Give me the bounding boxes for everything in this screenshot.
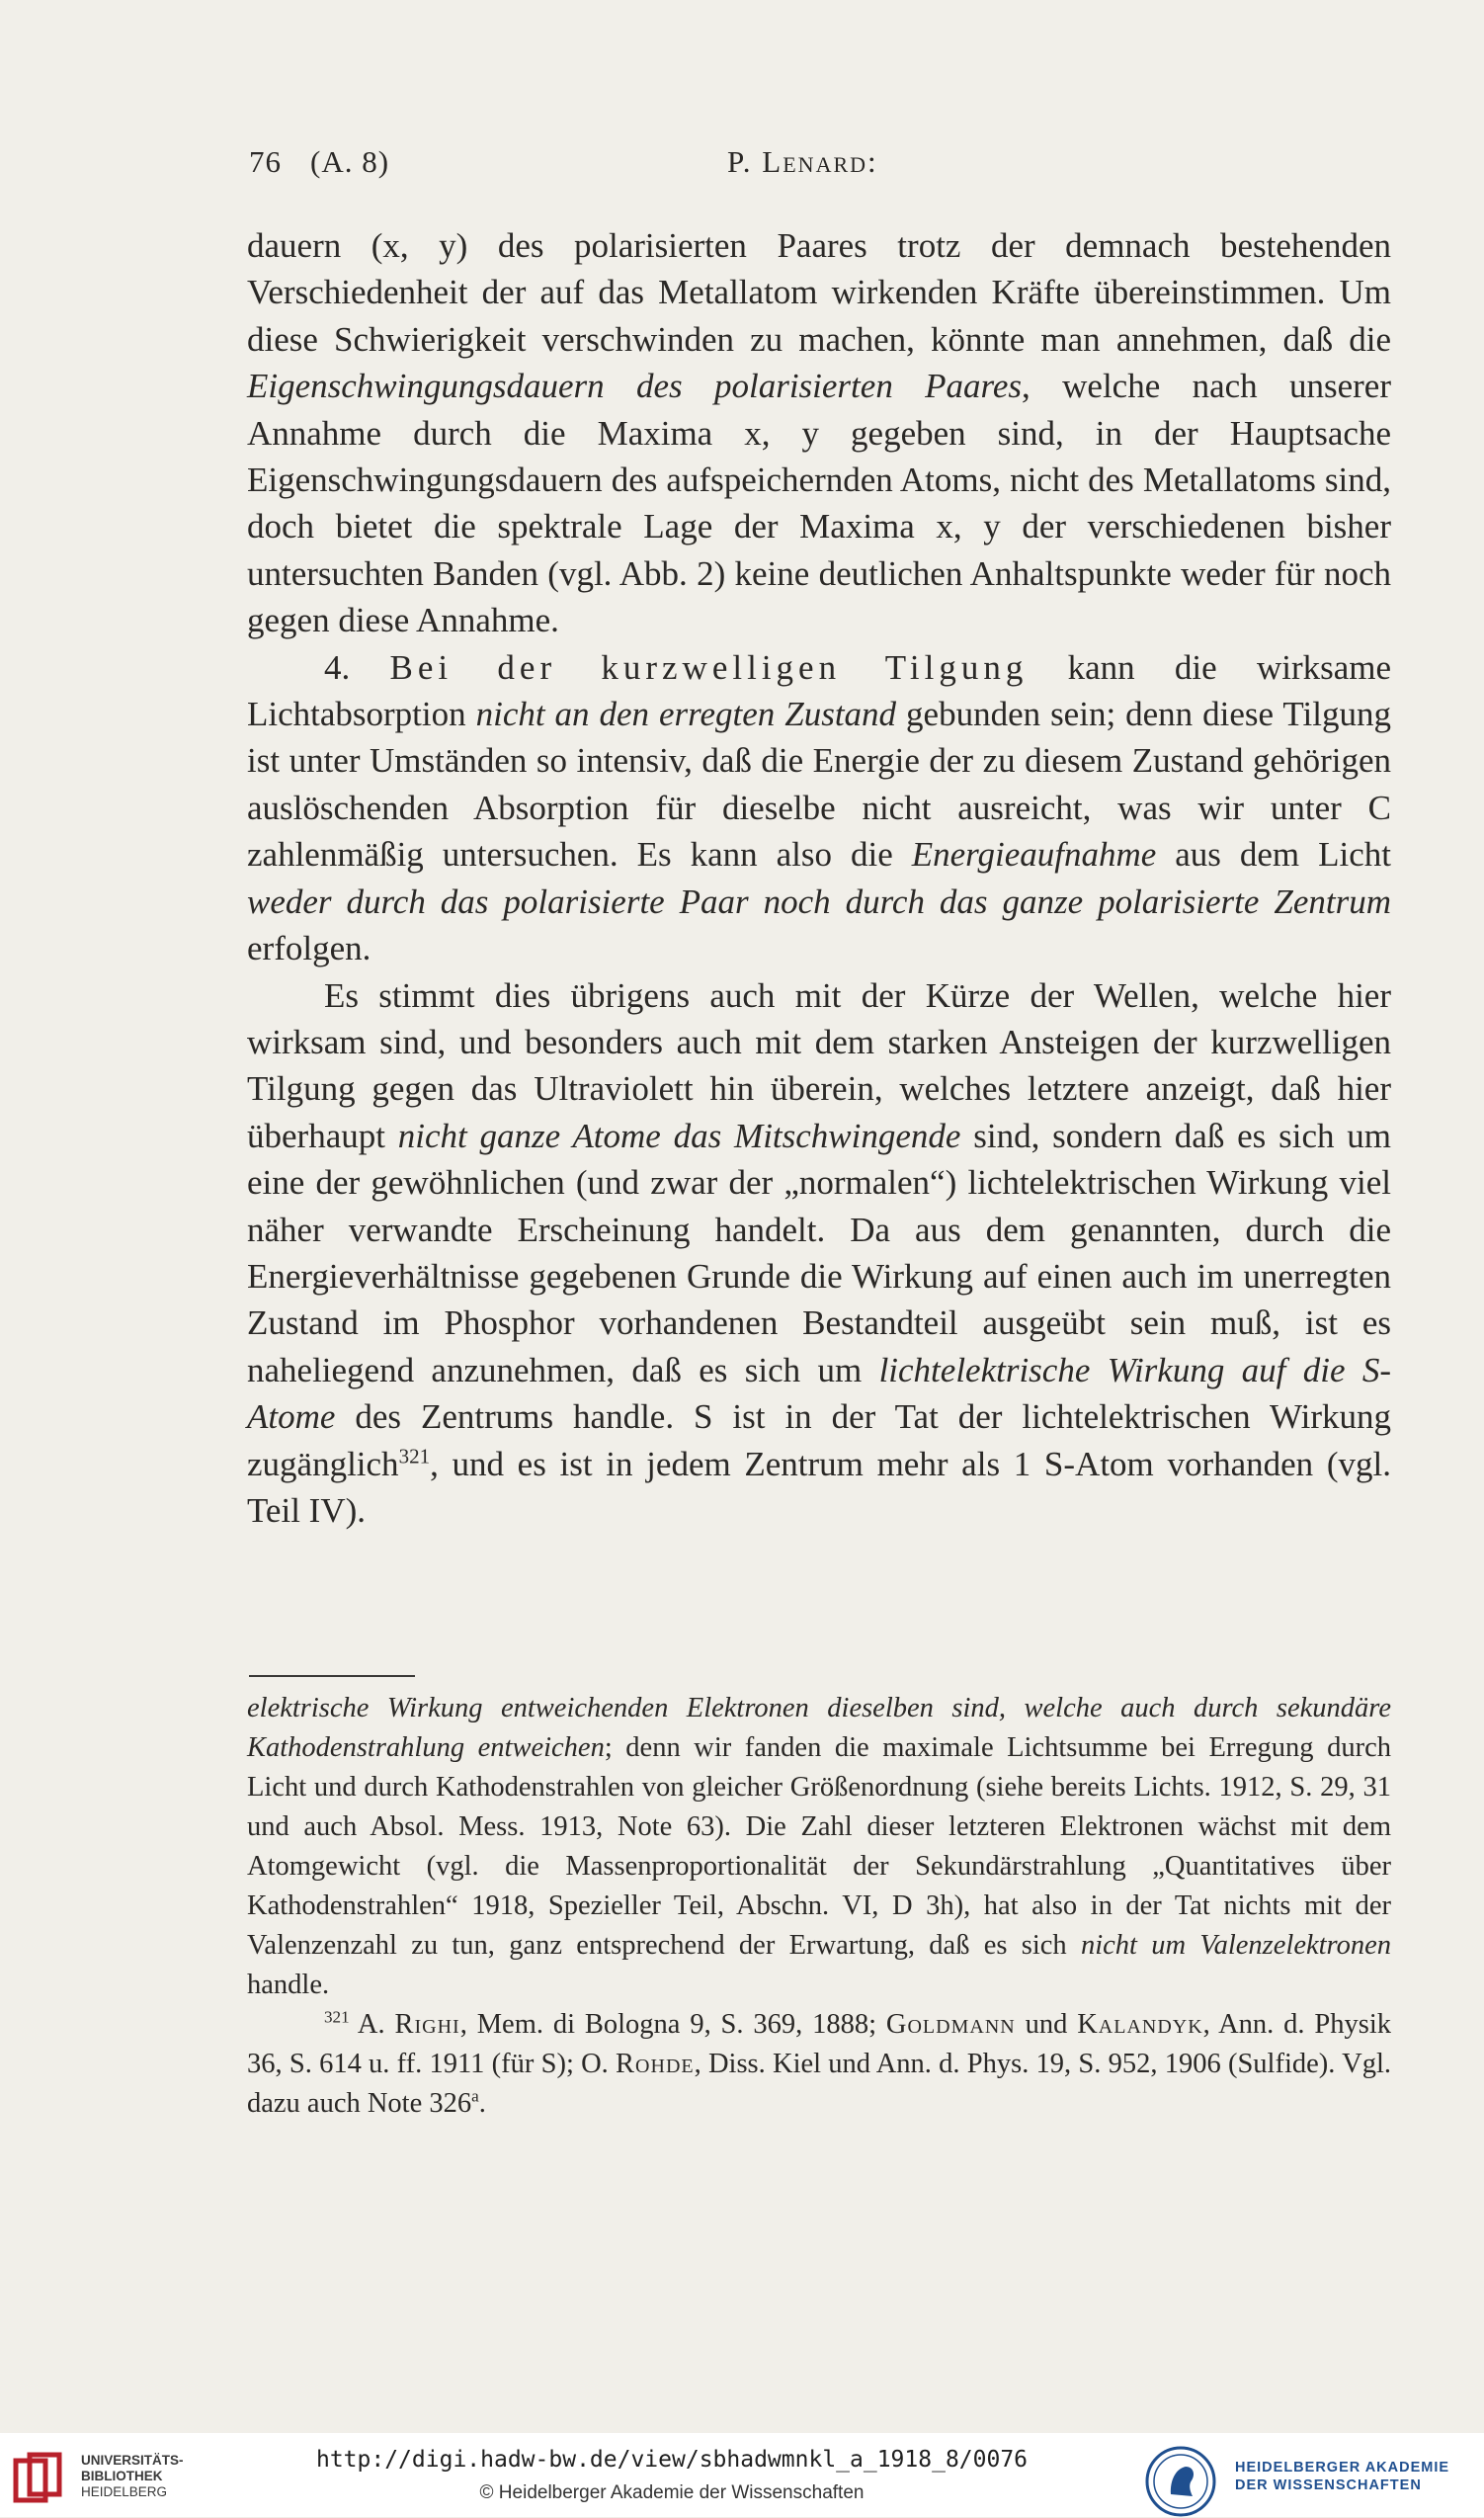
signature-mark: (A. 8) <box>310 144 390 179</box>
digitization-footer <box>0 2433 1484 2517</box>
paragraph-3: Es stimmt dies übrigens auch mit der Kürze der Wellen, welche hier wirksam sind, und besonders auch mit dem starken Ansteigen der kurzwelligen Tilgung gegen das Ultraviolett hin überein, welches letztere anzeigt, daß hier überhaupt nicht ganze Atome das Mitschwingende sind, sondern daß es sich um eine der gewöhnlichen (und zwar der „normalen“) lichtelektrischen Wirkung viel näher verwandte Erscheinung handelt. Da aus dem genannten, durch die Energieverhältnisse gegebenen Grunde die Wirkung auf einen auch im unerregten Zustand im Phosphor vorhandenen Bestandteil ausgeübt sein muß, ist es naheliegend anzunehmen, daß es sich um lichtelektrische Wirkung auf die S-Atome des Zentrums handle. S ist in der Tat der lichtelektrischen Wirkung zugänglich$^{321}$, und es ist in jedem Zentrum mehr als 1 S-Atom vorhanden (vgl. Teil IV). <box>247 975 1392 1530</box>
copyright-notice: © Heidelberger Akademie der Wissenschaften <box>479 2482 865 2503</box>
spaced-heading: Bei der kurzwelligen Tilgung <box>389 647 1029 687</box>
footnote-continuation: elektrische Wirkung entweichenden Elektronen dieselben sind, welche auch durch sekundäre Kathodenstrahlung entweichen; denn wir fanden die maximale Lichtsumme bei Erregung durch Licht und durch Kathodenstrahlen von gleicher Größenordnung (siehe bereits Lichts. 1912, S. 29, 31 und auch Absol. Mess. 1913, Note 63). Die Zahl dieser letzteren Elektronen wächst mit dem Atomgewicht (vgl. die Massenproportionalität der Sekundärstrahlung „Quantitatives über Kathodenstrahlen“ 1918, Spezieller Teil, Abschn. VI, D 3h), hat also in der Tat nichts mit der Valenzenzahl zu tun, ganz entsprechend der Erwartung, daß es sich nicht um Valenzelektronen handle. <box>247 1693 1391 2000</box>
library-logo-icon <box>10 2451 67 2508</box>
footnotes <box>247 1689 1391 2124</box>
academy-seal-icon <box>1144 2445 1217 2518</box>
author-heading: P. Lenard: <box>727 144 878 179</box>
academy-name: HEIDELBERGER AKADEMIE DER WISSENSCHAFTEN <box>1235 2460 1450 2493</box>
footnote-ref-321: 321 <box>398 1443 431 1468</box>
library-name: UNIVERSITÄTS- BIBLIOTHEK HEIDELBERG <box>81 2453 184 2499</box>
main-text <box>247 222 1391 1534</box>
paragraph-2: 4. Bei der kurzwelligen Tilgung kann die wirksame Lichtabsorption nicht an den erregten Zustand gebunden sein; denn diese Tilgung ist unter Umständen so intensiv, daß die Energie der zu diesem Zustand gehörigen auslöschenden Absorption für dieselbe nicht ausreicht, was wir unter C zahlenmäßig untersuchen. Es kann also die Energieaufnahme aus dem Licht weder durch das polarisierte Paar noch durch das ganze polarisierte Zentrum erfolgen. <box>247 647 1392 968</box>
page-number: 76 <box>249 144 282 179</box>
paragraph-1: dauern (x, y) des polarisierten Paares trotz der demnach bestehenden Verschiedenheit der auf das Metallatom wirkenden Kräfte übereinstimmen. Um diese Schwierigkeit verschwinden zu machen, könnte man annehmen, daß die Eigenschwingungsdauern des polarisierten Paares, welche nach unserer Annahme durch die Maxima x, y gegeben sind, in der Hauptsache Eigenschwingungsdauern des aufspeichernden Atoms, nicht des Metallatoms sind, doch bietet die spektrale Lage der Maxima x, y der verschiedenen bisher untersuchten Banden (vgl. Abb. 2) keine deutlichen Anhaltspunkte weder für noch gegen diese Annahme. <box>247 226 1391 640</box>
footnote-divider <box>249 1675 415 1677</box>
permalink[interactable]: http://digi.hadw-bw.de/view/sbhadwmnkl_a_1918_8/0076 <box>315 2447 1029 2473</box>
footnote-321: $^{321}$ A. Righi, Mem. di Bologna 9, S. 369, 1888; Goldmann und Kalandyk, Ann. d. Physik 36, S. 614 u. ff. 1911 (für S); O. Rohde, Diss. Kiel und Ann. d. Phys. 19, S. 952, 1906 (Sulfide). Vgl. dazu auch Note 326$^a$. <box>247 2007 1391 2119</box>
